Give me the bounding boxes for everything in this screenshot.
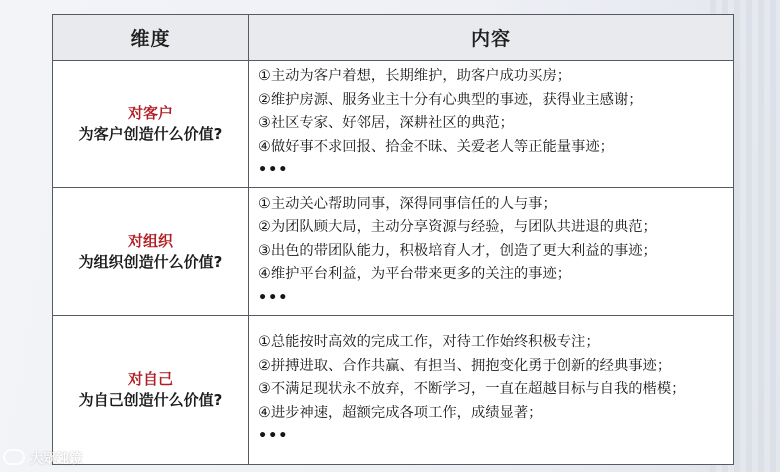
content-item: ③社区专家、好邻居，深耕社区的典范； — [258, 115, 514, 132]
watermark-text: 大眾鈍鏡 — [30, 451, 83, 467]
content-item: ④维护平台利益，为平台带来更多的关注的事迹； — [258, 266, 572, 283]
watermark-logo — [3, 446, 82, 468]
content-item: ④进步神速，超额完成各项工作，成绩显著； — [258, 404, 543, 421]
dimension-cell — [53, 316, 249, 465]
table-row — [53, 188, 734, 316]
dimension-question: 为自己创造什么价值? — [78, 391, 223, 409]
ellipsis: ••• — [258, 289, 289, 306]
dimension-question: 为组织创造什么价值? — [78, 252, 223, 271]
content-item: ①总能按时高效的完成工作，对待工作始终积极专注； — [258, 334, 600, 351]
content-item: ②为团队顾大局，主动分享资源与经验，与团队共进退的典范； — [258, 219, 657, 236]
header-content: 内容 — [249, 15, 734, 61]
content-cell — [249, 188, 734, 316]
dimension-cell — [53, 61, 249, 188]
content-cell — [249, 316, 734, 465]
content-item: ④做好事不求回报、拾金不昧、关爱老人等正能量事迹； — [258, 138, 614, 155]
dimension-target: 对自己 — [127, 370, 173, 388]
logo-icon — [3, 449, 25, 465]
dimension-question: 为客户创造什么价值? — [78, 125, 223, 143]
ellipsis: ••• — [258, 428, 289, 445]
table-header-row — [53, 15, 734, 61]
dimension-target: 对客户 — [127, 104, 173, 122]
dimension-cell — [53, 188, 249, 316]
content-item: ③出色的带团队能力，积极培育人才，创造了更大利益的事迹； — [258, 242, 657, 259]
table-row — [53, 61, 734, 188]
table-row — [53, 316, 734, 465]
dimension-target: 对组织 — [127, 231, 173, 250]
ellipsis: ••• — [258, 162, 289, 179]
content-item: ①主动为客户着想，长期维护，助客户成功买房； — [258, 68, 572, 85]
value-table — [52, 14, 734, 465]
content-item: ②维护房源、服务业主十分有心典型的事迹，获得业主感谢； — [258, 91, 643, 108]
content-item: ①主动关心帮助同事，深得同事信任的人与事； — [258, 195, 557, 212]
content-cell — [249, 61, 734, 188]
content-item: ②拼搏进取、合作共赢、有担当、拥抱变化勇于创新的经典事迹； — [258, 357, 672, 374]
content-item: ③不满足现状永不放弃，不断学习，一直在超越目标与自我的楷模； — [258, 381, 686, 398]
header-dimension: 维度 — [53, 15, 249, 61]
